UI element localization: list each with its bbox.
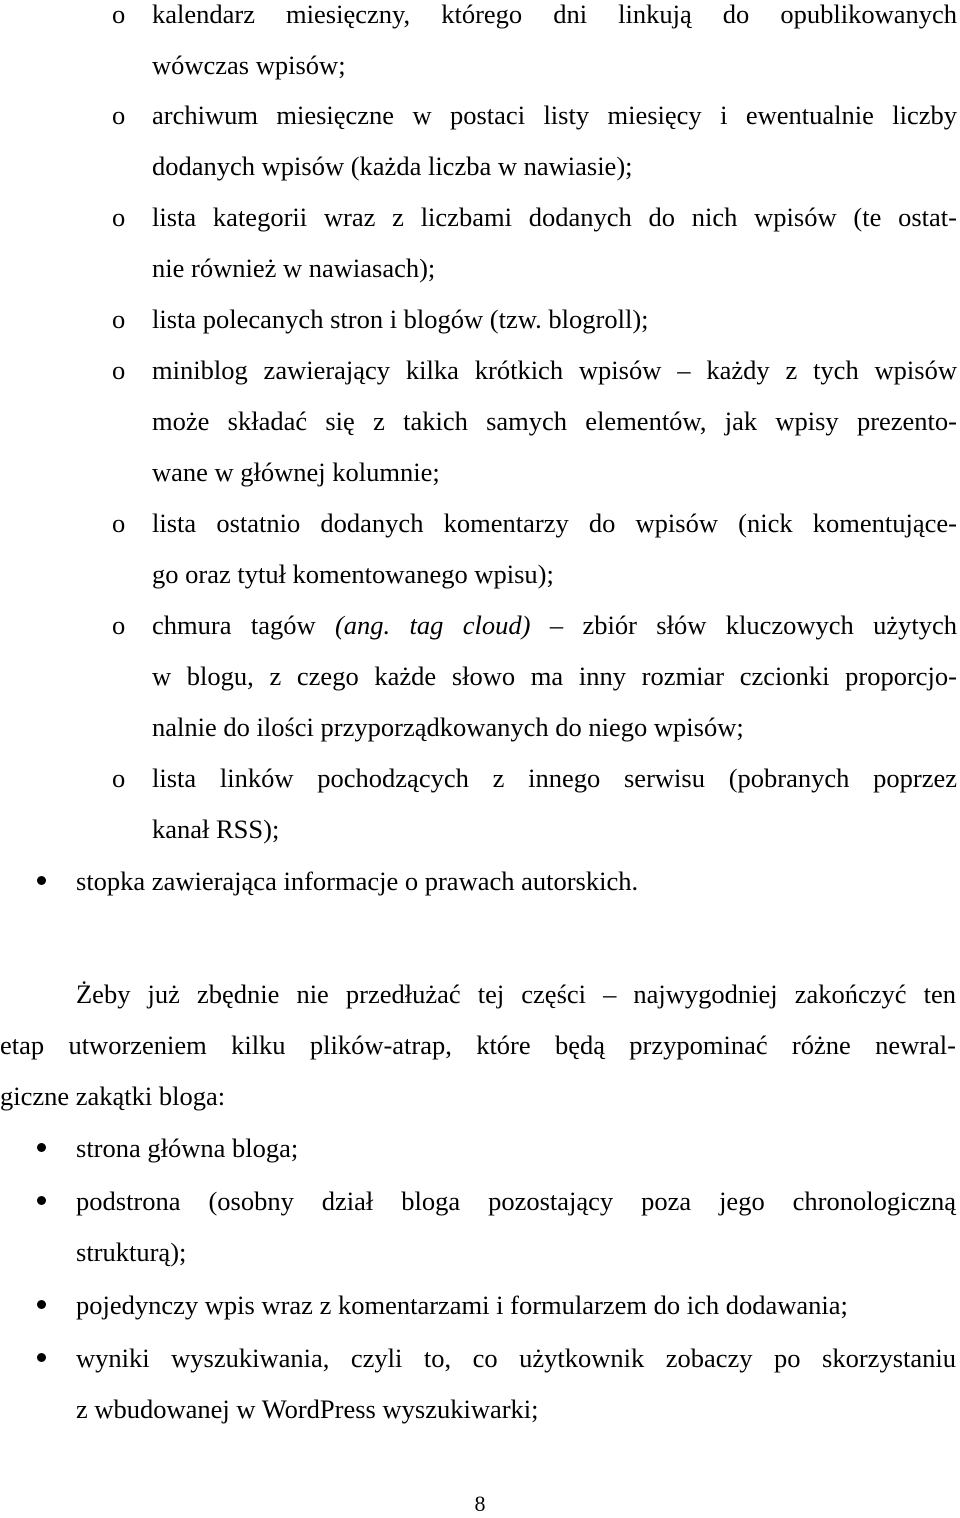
sub-item-7-text-a: chmura tagów [152, 610, 335, 640]
sub-item-7-text-b: – zbiór słów kluczowych użytych [530, 610, 957, 640]
sub-item-6-line-1: lista ostatnio dodanych komentarzy do wpisów (nick komentujące- [152, 508, 957, 538]
sub-item-7-line-1 [152, 608, 957, 642]
sub-item-3-line-1: lista kategorii wraz z liczbami dodanych do nich wpisów (te ostat- [152, 202, 957, 232]
bullet-4-line-2: z wbudowanej w WordPress wyszukiwarki; [76, 1394, 539, 1424]
sub-item-5-line-2: może składać się z takich samych elementów, jak wpisy prezento- [152, 406, 957, 436]
paragraph-line-1: Żeby już zbędnie nie przedłużać tej części – najwygodniej zakończyć ten [76, 979, 956, 1009]
bullet-dot [37, 1143, 46, 1152]
sub-item-1-line-2: wówczas wpisów; [152, 50, 346, 80]
sub-item-7-line-3: nalnie do ilości przyporządkowanych do niego wpisów; [152, 712, 744, 742]
sub-item-7-italic-term: (ang. tag cloud) [334, 610, 531, 640]
sub-item-1-line-1: kalendarz miesięczny, którego dni linkują do opublikowanych [152, 0, 957, 29]
bullet-2-line-1: podstrona (osobny dział bloga pozostający poza jego chronologiczną [76, 1186, 956, 1216]
sub-item-2-line-2: dodanych wpisów (każda liczba w nawiasie); [152, 151, 633, 181]
bullet-dot [37, 1353, 46, 1362]
sub-item-8-line-1: lista linków pochodzących z innego serwisu (pobranych poprzez [152, 763, 957, 793]
list-marker-o: o [112, 610, 126, 640]
bullet-4-line-1: wyniki wyszukiwania, czyli to, co użytkownik zobaczy po skorzystaniu [76, 1343, 956, 1373]
bullet-1-line-1: strona główna bloga; [76, 1133, 299, 1163]
sub-item-3-line-2: nie również w nawiasach); [152, 253, 436, 283]
page-number: 8 [474, 1491, 486, 1516]
list-marker-o: o [112, 304, 126, 334]
sub-item-5-line-3: wane w głównej kolumnie; [152, 457, 440, 487]
bullet-dot [37, 876, 46, 885]
footer-bullet-text: stopka zawierająca informacje o prawach autorskich. [76, 866, 639, 896]
sub-item-7-line-2: w blogu, z czego każde słowo ma inny rozmiar czcionki proporcjo- [152, 661, 957, 691]
bullet-dot [37, 1300, 46, 1309]
list-marker-o: o [112, 355, 126, 385]
bullet-2-line-2: strukturą); [76, 1237, 187, 1267]
sub-item-2-line-1: archiwum miesięczne w postaci listy miesięcy i ewentualnie liczby [152, 100, 957, 130]
sub-item-6-line-2: go oraz tytuł komentowanego wpisu); [152, 559, 554, 589]
sub-item-8-line-2: kanał RSS); [152, 814, 280, 844]
list-marker-o: o [112, 202, 126, 232]
bullet-dot [37, 1196, 46, 1205]
list-marker-o: o [112, 0, 126, 29]
sub-item-4-line-1: lista polecanych stron i blogów (tzw. blogroll); [152, 304, 649, 334]
list-marker-o: o [112, 763, 126, 793]
sub-item-5-line-1: miniblog zawierający kilka krótkich wpisów – każdy z tych wpisów [152, 355, 957, 385]
list-marker-o: o [112, 508, 126, 538]
list-marker-o: o [112, 100, 126, 130]
paragraph-line-3: giczne zakątki bloga: [0, 1081, 226, 1111]
bullet-3-line-1: pojedynczy wpis wraz z komentarzami i formularzem do ich dodawania; [76, 1290, 848, 1320]
paragraph-line-2: etap utworzeniem kilku plików-atrap, które będą przypominać różne newral- [0, 1030, 956, 1060]
